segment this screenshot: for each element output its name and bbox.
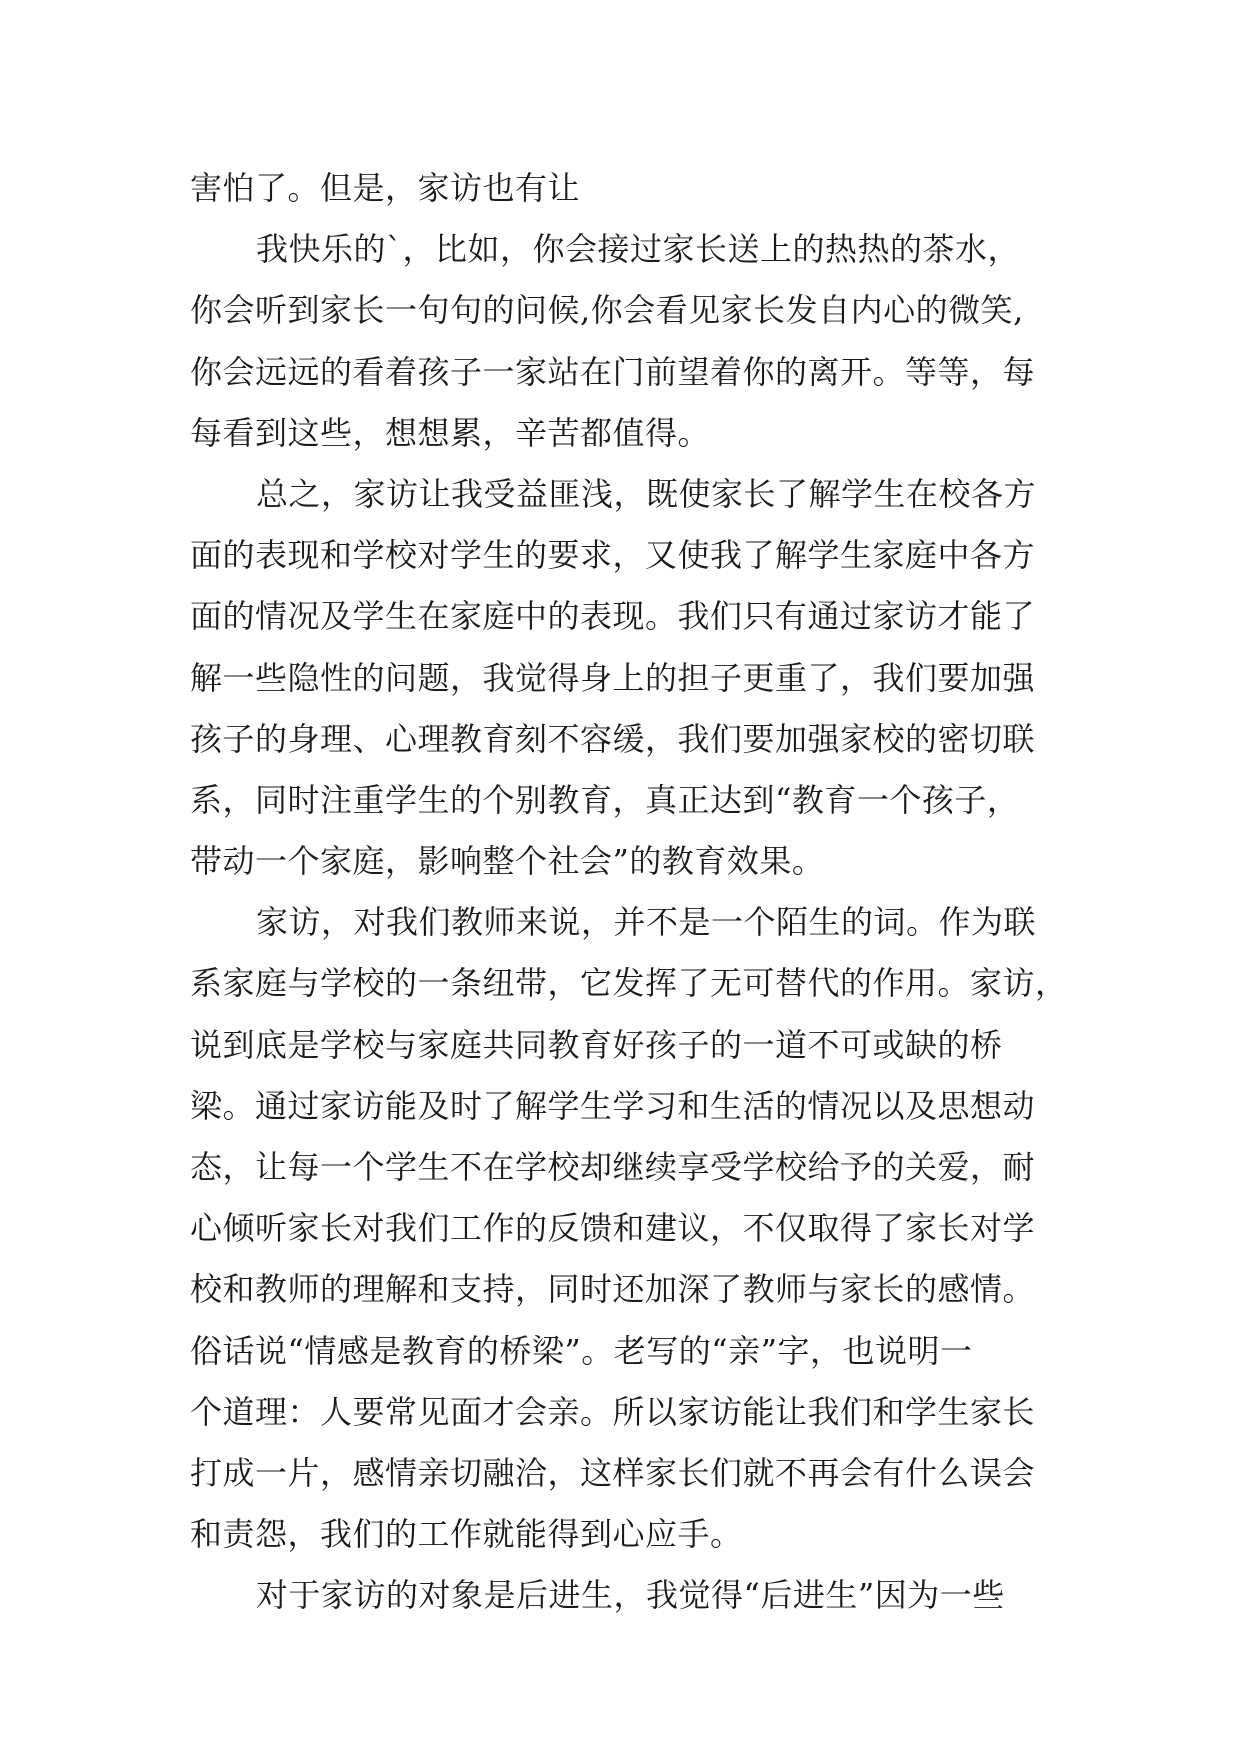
text-line: 校和教师的理解和支持，同时还加深了教师与家长的感情。 bbox=[190, 1270, 1036, 1309]
text-line: 梁。通过家访能及时了解学生学习和生活的情况以及思想动 bbox=[190, 1086, 1036, 1125]
text-line: 总之，家访让我受益匪浅，既使家长了解学生在校各方 bbox=[256, 474, 1037, 513]
text-line: 解一些隐性的问题，我觉得身上的担子更重了，我们要加强 bbox=[190, 658, 1036, 697]
text-line: 你会远远的看着孩子一家站在门前望着你的离开。等等，每 bbox=[190, 352, 1036, 391]
text-line: 态，让每一个学生不在学校却继续享受学校给予的关爱，耐 bbox=[190, 1148, 1036, 1186]
text-line: 你会听到家长一句句的问候,你会看见家长发自内心的微笑, bbox=[190, 291, 1024, 330]
text-line: 每看到这些，想想累，辛苦都值得。 bbox=[190, 413, 711, 452]
text-line: 个道理：人要常见面才会亲。所以家访能让我们和学生家长 bbox=[190, 1392, 1036, 1431]
text-line: 面的表现和学校对学生的要求，又使我了解学生家庭中各方 bbox=[190, 536, 1036, 575]
text-line: 带动一个家庭，影响整个社会”的教育效果。 bbox=[190, 842, 825, 881]
text-line: 害怕了。但是，家访也有让 bbox=[190, 169, 581, 207]
text-line: 系，同时注重学生的个别教育，真正达到“教育一个孩子， bbox=[190, 780, 1020, 819]
text-line: 打成一片，感情亲切融洽，这样家长们就不再会有什么误会 bbox=[190, 1453, 1036, 1492]
text-line: 说到底是学校与家庭共同教育好孩子的一道不可或缺的桥 bbox=[190, 1025, 1003, 1064]
text-line: 和责怨，我们的工作就能得到心应手。 bbox=[190, 1515, 743, 1554]
text-line: 心倾听家长对我们工作的反馈和建议，不仅取得了家长对学 bbox=[190, 1209, 1036, 1248]
text-line: 系家庭与学校的一条纽带，它发挥了无可替代的作用。家访， bbox=[190, 964, 1068, 1003]
text-line: 对于家访的对象是后进生，我觉得“后进生”因为一些 bbox=[256, 1576, 1005, 1615]
text-line: 面的情况及学生在家庭中的表现。我们只有通过家访才能了 bbox=[190, 597, 1036, 636]
text-line: 我快乐的`，比如，你会接过家长送上的热热的茶水， bbox=[256, 230, 1021, 269]
text-line: 俗话说“情感是教育的桥梁”。老写的“亲”字，也说明一 bbox=[190, 1331, 973, 1370]
body-text bbox=[190, 158, 1090, 1627]
text-line: 家访，对我们教师来说，并不是一个陌生的词。作为联 bbox=[256, 903, 1037, 942]
text-line: 孩子的身理、心理教育刻不容缓，我们要加强家校的密切联 bbox=[190, 719, 1036, 758]
